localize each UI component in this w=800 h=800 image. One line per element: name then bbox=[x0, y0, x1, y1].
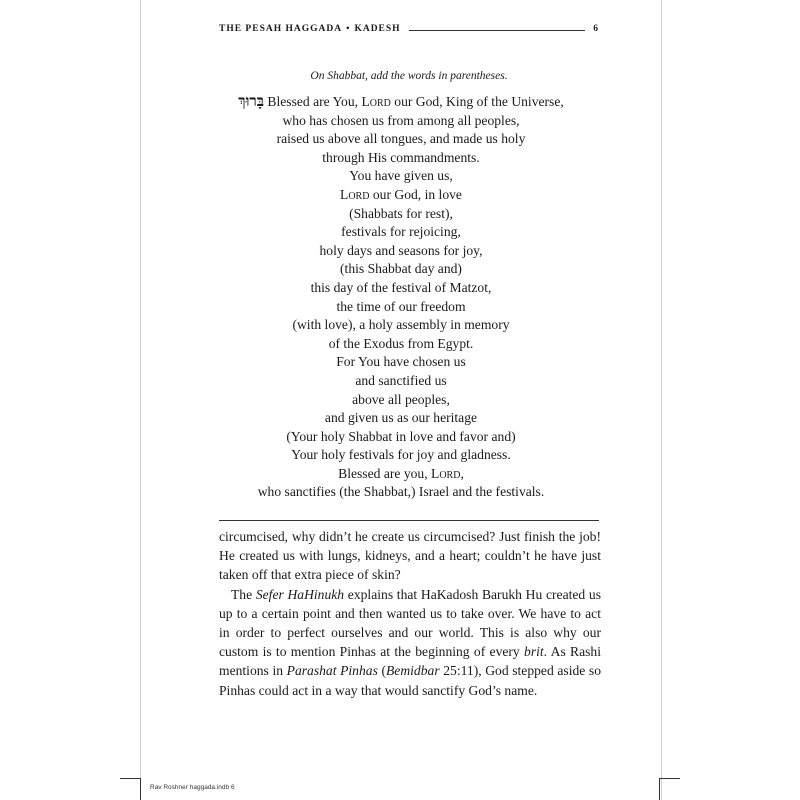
page-number: 6 bbox=[593, 24, 599, 34]
divine-name: Lord bbox=[431, 465, 461, 481]
prayer-line: For You have chosen us bbox=[336, 354, 466, 370]
divine-name: Lord bbox=[361, 94, 391, 109]
prayer-line: festivals for rejoicing, bbox=[341, 224, 461, 240]
term-brit: brit bbox=[524, 644, 544, 660]
prayer-line: the time of our freedom bbox=[336, 298, 466, 314]
commentary-paragraph: The Sefer HaHinukh explains that HaKadosh Barukh Hu created us up to a certain point and then wanted us to take over. We have to act in order to perfect ourselves and our world. This is also why our custom is to mention Pinhas at the beginning of every brit. As Rashi mentions in Parashat Pinhas (Bemidbar 25:11), God stepped aside so Pinhas could act in a way that would sanctify God’s name. bbox=[219, 586, 601, 698]
prayer-line: (Your holy Shabbat in love and favor and) bbox=[286, 428, 516, 444]
hebrew-opening-word: בָּרוּךְ bbox=[238, 94, 265, 110]
prayer-line: and sanctified us bbox=[355, 372, 447, 388]
prayer-line: and given us as our heritage bbox=[324, 410, 478, 426]
prayer-line: who sanctifies (the Shabbat,) Israel and the festivals. bbox=[257, 484, 545, 500]
divine-name: Lord bbox=[340, 186, 370, 202]
prayer-line: Your holy festivals for joy and gladness. bbox=[291, 447, 511, 463]
crop-mark bbox=[120, 778, 140, 779]
crop-mark bbox=[659, 778, 660, 800]
file-slug: Rav Roshner haggada.indb 6 bbox=[150, 784, 235, 791]
prayer-line: of the Exodus from Egypt. bbox=[328, 335, 474, 351]
prayer-line: above all peoples, bbox=[352, 391, 450, 407]
prayer-line: Blessed are you, Lord, bbox=[338, 465, 464, 481]
book-reference: Sefer HaHinukh bbox=[255, 586, 345, 602]
crop-mark bbox=[660, 778, 680, 779]
prayer-line: You have given us, bbox=[349, 168, 453, 184]
commentary-text bbox=[219, 527, 601, 700]
section-divider bbox=[219, 520, 599, 521]
parasha-reference: Parashat Pinhas bbox=[286, 663, 378, 679]
shabbat-instruction: On Shabbat, add the words in parentheses. bbox=[310, 70, 508, 82]
prayer-line: raised us above all tongues, and made us holy bbox=[276, 131, 526, 147]
prayer-line: (with love), a holy assembly in memory bbox=[292, 317, 510, 333]
prayer-line: through His commandments. bbox=[322, 149, 480, 165]
kiddush-blessing bbox=[181, 93, 621, 502]
prayer-line: who has chosen us from among all peoples, bbox=[282, 112, 520, 128]
crop-mark bbox=[140, 778, 141, 800]
commentary-paragraph: circumcised, why didn’t he create us circumcised? Just finish the job! He created us with lungs, kidneys, and a heart; couldn’t he have just taken off that extra piece of skin? bbox=[219, 529, 601, 583]
section-title: KADESH bbox=[354, 24, 401, 34]
book-title: THE PESAH HAGGADA bbox=[219, 24, 343, 34]
header-separator: • bbox=[346, 24, 351, 34]
running-header bbox=[219, 18, 599, 34]
header-rule bbox=[409, 30, 586, 31]
verse-book: Bemidbar bbox=[386, 663, 440, 679]
prayer-line: Lord our God, in love bbox=[340, 186, 462, 202]
prayer-line: בָּרוּךְ Blessed are You, Lord our God, King of the Universe, bbox=[238, 94, 564, 110]
prayer-line: (Shabbats for rest), bbox=[349, 205, 453, 221]
prayer-line: this day of the festival of Matzot, bbox=[310, 279, 492, 295]
book-page bbox=[140, 0, 662, 800]
prayer-line: holy days and seasons for joy, bbox=[319, 242, 483, 258]
prayer-line: (this Shabbat day and) bbox=[340, 261, 462, 277]
